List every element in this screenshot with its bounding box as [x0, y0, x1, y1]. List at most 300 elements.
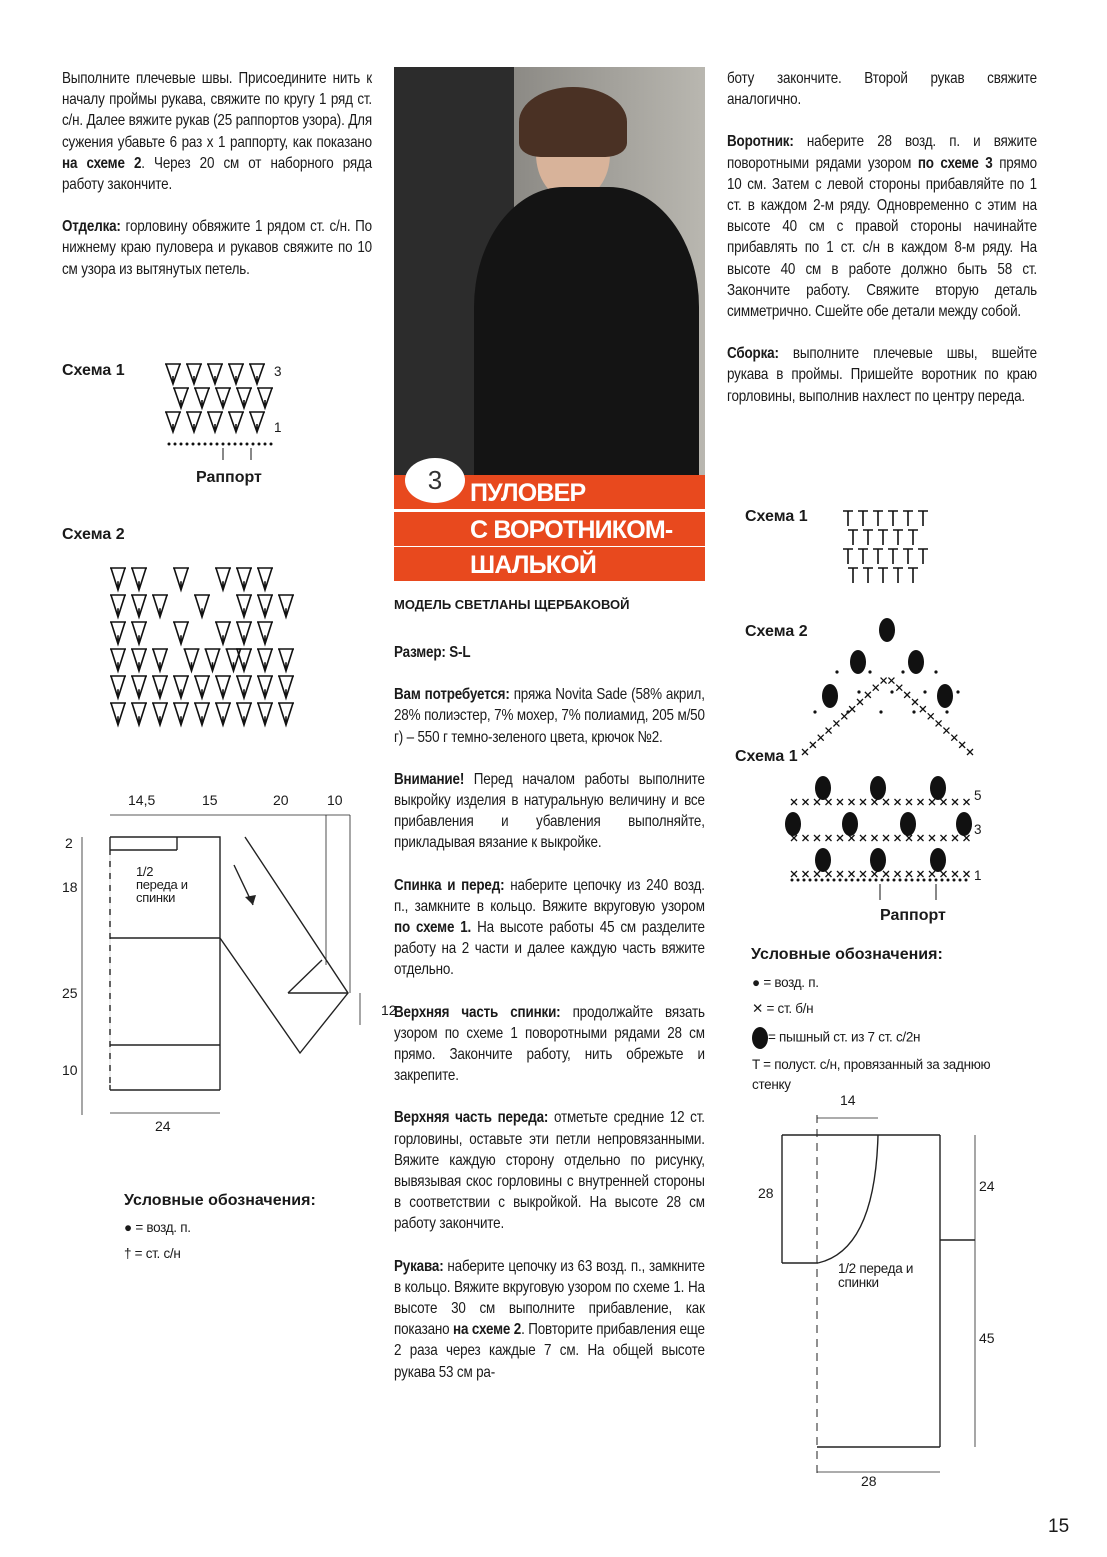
stitch-symbol — [918, 871, 924, 877]
heading: Верхняя часть переда: — [394, 1109, 549, 1127]
stitch-symbol — [872, 871, 878, 877]
puff-stitch-symbol — [900, 812, 916, 836]
stitch-symbol — [184, 649, 200, 671]
stitch-symbol — [888, 678, 894, 684]
dim-label: 14 — [840, 1092, 856, 1108]
heading: Сборка: — [727, 345, 779, 363]
stitch-symbol — [873, 549, 883, 564]
puff-stitch-symbol — [937, 684, 953, 708]
stitch-symbol — [906, 871, 912, 877]
stitch-symbol — [964, 835, 970, 841]
stitch-symbol — [131, 568, 147, 590]
legend-text: = пышный ст. из 7 ст. с/2н — [768, 1029, 921, 1045]
text: продолжайте вязать узором по схеме 1 поворотными рядами 28 см прямо. Закончите работу, нить обрежьте и закрепите. — [394, 1003, 705, 1085]
legend-item — [124, 1220, 191, 1235]
stitch-symbol — [257, 595, 273, 617]
row-number: 1 — [974, 868, 982, 883]
stitch-symbol — [814, 871, 820, 877]
text: Перед началом работы выполните выкройку изделия в натуральную величину и все прибавления и убавления выполняйте, прикладывая вязание к выкройке. — [394, 770, 705, 852]
stitch-symbol — [934, 670, 937, 673]
puff-stitch-symbol — [870, 848, 886, 872]
stitch-symbol — [965, 879, 968, 882]
stitch-symbol — [814, 835, 820, 841]
stitch-symbol — [228, 443, 231, 446]
dim-label: 24 — [979, 1178, 995, 1194]
stitch-symbol — [803, 879, 806, 882]
stitch-symbol — [826, 799, 832, 805]
stitch-symbol — [893, 879, 896, 882]
legend-title: Условные обозначения: — [124, 1192, 316, 1209]
dim-label: 10 — [62, 1062, 78, 1078]
stitch-symbol — [872, 835, 878, 841]
model-sweater — [474, 187, 699, 477]
stitch-symbol — [270, 443, 273, 446]
legend-item — [752, 1001, 813, 1017]
stitch-symbol — [258, 443, 261, 446]
stitch-symbol — [918, 799, 924, 805]
stitch-symbol — [849, 799, 855, 805]
stitch-symbol — [110, 595, 126, 617]
stitch-symbol — [797, 879, 800, 882]
dim-label: 24 — [155, 1118, 171, 1134]
stitch-symbol — [814, 799, 820, 805]
stitch-symbol — [194, 388, 210, 408]
puff-stitch-symbol — [930, 776, 946, 800]
stitch-symbol — [222, 443, 225, 446]
stitch-symbol — [941, 871, 947, 877]
puff-stitch-symbol — [815, 776, 831, 800]
row-number: 3 — [974, 822, 982, 837]
left-column — [62, 68, 372, 301]
stitch-symbol — [896, 685, 902, 691]
heading: Спинка и перед: — [394, 876, 505, 894]
stitch-symbol — [872, 799, 878, 805]
stitch-symbol — [851, 879, 854, 882]
stitch-symbol — [249, 412, 265, 432]
stitch-symbol — [964, 799, 970, 805]
stitch-symbol — [908, 568, 918, 583]
title-line: ШАЛЬКОЙ — [394, 547, 705, 581]
text: выполните плечевые швы, вшейте рукава в проймы. Пришейте воротник по краю горловины, выполнив нахлест по центру переда. — [727, 345, 1037, 405]
stitch-symbol — [895, 871, 901, 877]
stitch-symbol — [813, 710, 816, 713]
stitch-symbol — [895, 835, 901, 841]
stitch-symbol — [920, 706, 926, 712]
stitch-symbol — [903, 511, 913, 526]
stitch-symbol — [152, 595, 168, 617]
stitch-symbol — [257, 622, 273, 644]
stitch-symbol — [923, 690, 926, 693]
stitch-symbol — [173, 388, 189, 408]
puff-stitch-icon — [752, 1027, 768, 1049]
stitch-symbol — [906, 799, 912, 805]
part-label: 1/2 переда и спинки — [838, 1261, 914, 1290]
stitch-symbol — [257, 388, 273, 408]
stitch-symbol — [941, 835, 947, 841]
stitch-symbol — [827, 879, 830, 882]
stitch-symbol — [952, 799, 958, 805]
stitch-symbol — [857, 699, 863, 705]
stitch-symbol — [110, 568, 126, 590]
page-number: 15 — [1048, 1516, 1070, 1537]
stitch-symbol — [929, 879, 932, 882]
dot-icon: ● — [752, 975, 764, 990]
stitch-symbol — [186, 364, 202, 384]
stitch-symbol — [173, 676, 189, 698]
stitch-symbol — [810, 742, 816, 748]
scheme-ref: по схеме 3 — [917, 154, 993, 172]
stitch-symbol — [905, 879, 908, 882]
stitch-symbol — [257, 649, 273, 671]
stitch-symbol — [879, 710, 882, 713]
heading: Вам потребуется: — [394, 686, 510, 704]
stitch-symbol — [863, 530, 873, 545]
stitch-symbol — [945, 710, 948, 713]
paragraph-finishing — [62, 216, 372, 280]
stitch-symbol — [234, 443, 237, 446]
scheme1-label: Схема 1 — [745, 508, 808, 525]
stitch-symbol — [204, 443, 207, 446]
scheme3-label: Схема 1 — [735, 748, 798, 765]
stitch-symbol — [843, 511, 853, 526]
scheme-ref: на схеме 2 — [453, 1321, 522, 1339]
puff-stitch-symbol — [785, 812, 801, 836]
stitch-symbol — [845, 879, 848, 882]
text: наберите 28 возд. п. и вяжите поворотными рядами узором — [727, 133, 1037, 172]
stitch-symbol — [131, 622, 147, 644]
stitch-symbol — [173, 622, 189, 644]
stitch-symbol — [168, 443, 171, 446]
slip-stitch-icon: T — [752, 1057, 764, 1072]
stitch-symbol — [110, 676, 126, 698]
stitch-symbol — [918, 511, 928, 526]
stitch-symbol — [878, 530, 888, 545]
stitch-symbol — [226, 649, 242, 671]
model-number-badge: 3 — [405, 458, 465, 503]
text: Выполните плечевые швы. Присоедините нить к началу проймы рукава, свяжите по кругу 1 ряд ст. с/н. Далее вяжите рукав (25 раппортов узора). Для сужения убавьте 6 раз х 1 раппорту, как показано — [62, 70, 372, 151]
stitch-symbol — [951, 735, 957, 741]
stitch-symbol — [936, 720, 942, 726]
stitch-symbol — [858, 511, 868, 526]
stitch-symbol — [228, 412, 244, 432]
stitch-symbol — [228, 364, 244, 384]
stitch-symbol — [803, 835, 809, 841]
dim-label: 20 — [273, 792, 289, 808]
dim-label: 12 — [381, 1002, 397, 1018]
scheme2-diagram — [110, 568, 295, 733]
paragraph-sleeve — [62, 68, 372, 195]
stitch-symbol — [918, 835, 924, 841]
center-column — [394, 642, 705, 1404]
stitch-symbol — [815, 879, 818, 882]
legend-item — [752, 1027, 920, 1049]
stitch-symbol — [935, 879, 938, 882]
legend-item — [752, 975, 819, 990]
size: Размер: S-L — [394, 644, 471, 661]
stitch-symbol — [868, 670, 871, 673]
stitch-symbol — [888, 511, 898, 526]
stitch-symbol — [901, 670, 904, 673]
stitch-symbol — [809, 879, 812, 882]
stitch-symbol — [929, 799, 935, 805]
stitch-symbol — [908, 530, 918, 545]
text: наберите цепочку из 63 возд. п., замкните в кольцо. Вяжите вкруговую узором по схеме 1. На высоте 30 см выполните прибавление, как показано — [394, 1257, 705, 1339]
stitch-symbol — [131, 595, 147, 617]
stitch-symbol — [826, 871, 832, 877]
puff-stitch-symbol — [930, 848, 946, 872]
stitch-symbol — [929, 871, 935, 877]
title-line: ПУЛОВЕР — [394, 475, 705, 509]
stitch-symbol — [180, 443, 183, 446]
stitch-symbol — [236, 622, 252, 644]
puff-stitch-symbol — [956, 812, 972, 836]
stitch-symbol — [278, 595, 294, 617]
stitch-symbol — [215, 388, 231, 408]
dim-label: 18 — [62, 879, 78, 895]
heading: Отделка: — [62, 218, 121, 236]
stitch-symbol — [912, 699, 918, 705]
stitch-symbol — [194, 676, 210, 698]
heading: Рукава: — [394, 1257, 444, 1275]
stitch-symbol — [278, 703, 294, 725]
legend-text: = возд. п. — [135, 1220, 191, 1235]
stitch-symbol — [821, 879, 824, 882]
stitch-symbol — [928, 713, 934, 719]
stitch-symbol — [240, 443, 243, 446]
stitch-symbol — [257, 568, 273, 590]
stitch-symbol — [888, 549, 898, 564]
model-hair — [519, 87, 627, 157]
text: горловину обвяжите 1 рядом ст. с/н. По нижнему краю пуловера и рукавов свяжите по 10 см узора из вытянутых петель. — [62, 218, 372, 278]
stitch-symbol — [215, 568, 231, 590]
text: пряжа Novita Sade (58% акрил, 28% полиэстер, 7% мохер, 7% полиамид, 205 м/50 г) – 550 г темно-зеленого цвета, крючок №2. — [394, 686, 705, 746]
scheme2-label: Схема 2 — [745, 623, 808, 640]
stitch-symbol — [843, 549, 853, 564]
legend-text: = возд. п. — [763, 975, 819, 990]
legend-item — [752, 1055, 1012, 1095]
stitch-symbol — [858, 549, 868, 564]
dim-label: 28 — [758, 1185, 774, 1201]
stitch-symbol — [252, 443, 255, 446]
collar-pattern-diagram — [760, 1110, 990, 1490]
stitch-symbol — [895, 799, 901, 805]
stitch-symbol — [249, 364, 265, 384]
stitch-symbol — [899, 879, 902, 882]
scheme1-label: Схема 1 — [62, 362, 125, 379]
collar-scheme1-diagram — [838, 508, 938, 588]
stitch-symbol — [803, 799, 809, 805]
stitch-symbol — [964, 871, 970, 877]
stitch-symbol — [264, 443, 267, 446]
stitch-symbol — [865, 692, 871, 698]
dim-label: 10 — [327, 792, 343, 808]
legend-item — [124, 1246, 181, 1261]
stitch-symbol — [236, 649, 252, 671]
stitch-symbol — [152, 703, 168, 725]
stitch-symbol — [952, 835, 958, 841]
author: МОДЕЛЬ СВЕТЛАНЫ ЩЕРБАКОВОЙ — [394, 597, 630, 612]
legend-title: Условные обозначения: — [751, 946, 943, 963]
stitch-symbol — [192, 443, 195, 446]
stitch-symbol — [802, 749, 808, 755]
stitch-symbol — [165, 412, 181, 432]
stitch-symbol — [236, 595, 252, 617]
dot-icon: ● — [124, 1220, 136, 1235]
heading: Внимание! — [394, 770, 465, 788]
model-photo — [394, 67, 705, 477]
stitch-symbol — [881, 678, 887, 684]
sweater-pattern-diagram — [60, 805, 400, 1135]
stitch-symbol — [837, 835, 843, 841]
stitch-symbol — [941, 879, 944, 882]
stitch-symbol — [860, 799, 866, 805]
stitch-symbol — [791, 871, 797, 877]
stitch-symbol — [947, 879, 950, 882]
scheme3-diagram — [788, 772, 973, 884]
stitch-symbol — [824, 690, 827, 693]
stitch-symbol — [893, 530, 903, 545]
stitch-symbol — [848, 530, 858, 545]
dim-label: 15 — [202, 792, 218, 808]
stitch-symbol — [110, 703, 126, 725]
dim-label: 25 — [62, 985, 78, 1001]
stitch-symbol — [839, 879, 842, 882]
stitch-symbol — [207, 412, 223, 432]
stitch-symbol — [110, 649, 126, 671]
stitch-symbol — [165, 364, 181, 384]
puff-stitch-symbol — [908, 650, 924, 674]
stitch-symbol — [246, 443, 249, 446]
cross-icon: ✕ — [752, 1001, 767, 1016]
part-label: 1/2 переда и спинки — [136, 864, 188, 905]
text: наберите цепочку из 240 возд. п., замкните в кольцо. Вяжите вкруговую узором — [394, 876, 705, 915]
stitch-symbol — [110, 622, 126, 644]
stitch-symbol — [194, 595, 210, 617]
stitch-symbol — [833, 879, 836, 882]
stitch-symbol — [174, 443, 177, 446]
stitch-symbol — [953, 879, 956, 882]
stitch-symbol — [207, 364, 223, 384]
row-number: 3 — [274, 364, 282, 379]
stitch-symbol — [215, 703, 231, 725]
stitch-symbol — [186, 443, 189, 446]
stitch-symbol — [835, 670, 838, 673]
stitch-symbol — [837, 799, 843, 805]
stitch-symbol — [131, 676, 147, 698]
stitch-symbol — [173, 703, 189, 725]
stitch-symbol — [131, 703, 147, 725]
stitch-symbol — [881, 879, 884, 882]
stitch-symbol — [941, 799, 947, 805]
right-column — [727, 68, 1037, 428]
stitch-symbol — [904, 692, 910, 698]
stitch-symbol — [911, 879, 914, 882]
stitch-symbol — [857, 690, 860, 693]
stitch-symbol — [210, 443, 213, 446]
row-number: 5 — [974, 788, 982, 803]
dim-label: 28 — [861, 1473, 877, 1489]
stitch-symbol — [918, 549, 928, 564]
stitch-symbol — [887, 879, 890, 882]
dim-label: 14,5 — [128, 792, 156, 808]
stitch-symbol — [198, 443, 201, 446]
stitch-symbol — [869, 879, 872, 882]
title-line: С ВОРОТНИКОМ- — [394, 512, 705, 546]
stitch-symbol — [186, 412, 202, 432]
text: . Повторите прибавления еще 2 раза через каждые 7 см. На общей высоте рукава 53 см ра- — [394, 1321, 705, 1381]
stitch-symbol — [215, 622, 231, 644]
stitch-symbol — [257, 676, 273, 698]
row-number: 1 — [274, 420, 282, 435]
stitch-symbol — [956, 690, 959, 693]
stitch-symbol — [952, 871, 958, 877]
stitch-symbol — [875, 879, 878, 882]
stitch-symbol — [841, 713, 847, 719]
stitch-symbol — [849, 871, 855, 877]
stitch-symbol — [194, 703, 210, 725]
text: На высоте работы 45 см разделите работу на 2 части и далее каждую часть вяжите отдельно. — [394, 919, 705, 979]
stitch-symbol — [943, 728, 949, 734]
scheme-ref: на схеме 2 — [62, 154, 142, 172]
puff-stitch-symbol — [870, 776, 886, 800]
stitch-symbol — [873, 511, 883, 526]
stitch-symbol — [849, 835, 855, 841]
stitch-symbol — [863, 879, 866, 882]
stitch-symbol — [860, 835, 866, 841]
heading: Воротник: — [727, 133, 794, 151]
rapport-label: Раппорт — [880, 907, 946, 924]
scheme2-diagram — [795, 612, 980, 722]
stitch-symbol — [883, 799, 889, 805]
stitch-symbol — [860, 871, 866, 877]
stitch-symbol — [803, 871, 809, 877]
stitch-symbol — [959, 742, 965, 748]
stitch-symbol — [818, 735, 824, 741]
stitch-symbol — [917, 879, 920, 882]
stitch-symbol — [278, 649, 294, 671]
stitch-symbol — [912, 710, 915, 713]
stitch-symbol — [903, 549, 913, 564]
stitch-symbol — [857, 879, 860, 882]
stitch-symbol — [152, 676, 168, 698]
stitch-symbol — [173, 568, 189, 590]
stitch-symbol — [883, 871, 889, 877]
puff-stitch-symbol — [822, 684, 838, 708]
stitch-symbol — [236, 703, 252, 725]
stitch-symbol — [791, 799, 797, 805]
heading: Верхняя часть спинки: — [394, 1003, 561, 1021]
stitch-symbol — [826, 728, 832, 734]
stitch-symbol — [846, 710, 849, 713]
stitch-symbol — [923, 879, 926, 882]
stitch-symbol — [236, 388, 252, 408]
text: прямо 10 см. Затем с левой стороны прибавляйте по 1 ст. в каждом 2-м ряду. Одновременно с этим на высоте 40 см с правой стороны начинайте прибавлять по 1 ст. с/н в каждом 8-м ряду. На высоте 40 см в работе должно быть 58 ст. Закончите работу. Свяжите вторую деталь симметрично. Сшейте обе детали между собой. — [727, 154, 1037, 321]
stitch-symbol — [205, 649, 221, 671]
stitch-symbol — [215, 676, 231, 698]
stitch-symbol — [152, 649, 168, 671]
stitch-symbol — [837, 871, 843, 877]
dim-label: 45 — [979, 1330, 995, 1346]
rapport-label: Раппорт — [196, 469, 262, 486]
stitch-symbol — [216, 443, 219, 446]
stitch-symbol — [833, 720, 839, 726]
stitch-symbol — [848, 568, 858, 583]
scheme2-label: Схема 2 — [62, 526, 125, 543]
stitch-symbol — [929, 835, 935, 841]
dim-label: 2 — [65, 835, 73, 851]
puff-stitch-symbol — [879, 618, 895, 642]
puff-stitch-symbol — [815, 848, 831, 872]
